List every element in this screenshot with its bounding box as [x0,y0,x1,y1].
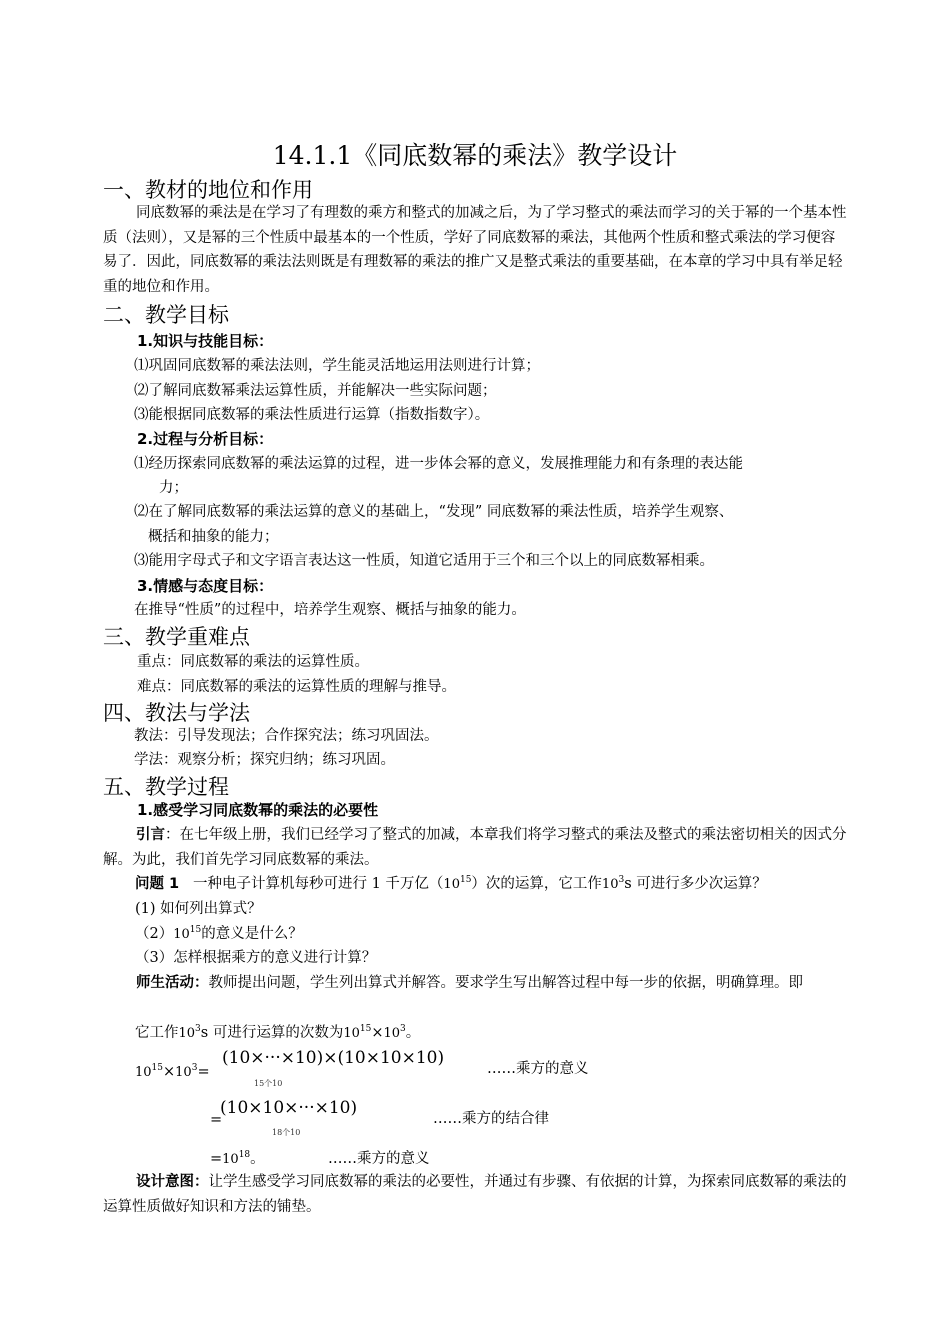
design-intent-label: 设计意图： [136,1174,209,1190]
exponent: 3 [191,1063,198,1073]
goal-1-item: ⑵了解同底数幂乘法运算性质，并能解决一些实际问题； [134,383,497,399]
design-intent-text: 让学生感受学习同底数幂的乘法的必要性，并通过有步骤、有依据的计算，为探索同底数幂的乘法的运算性质做好知识和方法的铺垫。 [103,1174,847,1215]
page-title: 14.1.1《同底数幂的乘法》教学设计 [272,141,678,170]
equation-line-3-note: ……乘方的意义 [328,1151,430,1167]
calc-text: s 可进行运算的次数为 [200,1025,344,1041]
calc-intro [135,1021,420,1046]
base-ten: 10 [443,877,460,892]
times-sign: × [163,1064,176,1080]
teaching-method: 教法：引导发现法；合作探究法；练习巩固法。 [134,728,439,744]
question-1-text: 一种电子计算机每秒可进行 1 千万亿（ [192,876,444,892]
goal-1-item: ⑴巩固同底数幂的乘法法则，学生能灵活地运用法则进行计算； [134,358,540,374]
key-point: 重点：同底数幂的乘法的运算性质。 [137,654,369,670]
base-ten: 10 [135,1065,152,1080]
intro-paragraph [103,823,849,872]
goal-3-text: 在推导“性质”的过程中，培养学生观察、概括与抽象的能力。 [134,602,526,618]
process-step-1-title: 1.感受学习同底数幂的乘法的必要性 [137,801,379,819]
intro-text: ：在七年级上册，我们已经学习了整式的加减，本章我们将学习整式的乘法及整式的乘法密切相关的因式分解。为此，我们首先学习同底数幂的乘法。 [103,827,847,868]
sub-question-2 [135,922,303,947]
design-intent-paragraph [103,1170,849,1219]
base-ten: 10 [601,877,619,892]
base-ten: 10 [383,1026,401,1041]
calc-text: 。 [405,1025,421,1041]
section-1-heading: 一、教材的地位和作用 [103,178,313,202]
goal-2-item-1: ⑴经历探索同底数幂的乘法运算的过程，进一步体会幂的意义，发展推理能力和有条理的表达能 [134,456,743,472]
activity-text: 教师提出问题，学生列出算式并解答。要求学生写出解答过程中每一步的依据，明确算理。即 [208,975,803,991]
goal-1-item: ⑶能根据同底数幂的乘法性质进行运算（指数指数字）。 [134,407,490,423]
section-3-heading: 三、教学重难点 [103,625,250,649]
sub-question-3: （3）怎样根据乘方的意义进行计算？ [135,950,377,966]
equation-line-1-brace-label: 15个10 [254,1079,283,1088]
sub-question-2-num: （2） [135,926,174,942]
equation-lhs: $10^{15}\times 10^3=$ [135,1063,210,1080]
equation-line-1-expr: (10×···×10)×(10×10×10) [222,1048,445,1068]
section-2-heading: 二、教学目标 [103,303,229,327]
sub-question-2-text: 的意义是什么？ [201,926,303,942]
goal-2-title: 2.过程与分析目标： [137,430,274,448]
equals-sign: = [210,1112,223,1128]
base-ten: 10 [222,1152,239,1167]
equation-line-1-note: ……乘方的意义 [487,1061,589,1077]
question-1 [135,872,767,897]
learning-method: 学法：观察分析；探究归纳；练习巩固。 [134,752,395,768]
exponent: 3 [618,875,625,885]
section-4-heading: 四、教法与学法 [103,701,250,725]
exponent: 3 [195,1024,201,1034]
question-1-text: s 可进行多少次运算？ [624,876,767,892]
goal-1-title: 1.知识与技能目标： [137,332,274,350]
goal-3-title: 3.情感与态度目标： [137,577,274,595]
exponent: 15 [189,925,202,935]
base-ten: 10 [343,1026,360,1041]
exponent: 15 [459,875,472,885]
calc-text: 它工作 [135,1025,179,1041]
goal-2-item-2: ⑵在了解同底数幂的乘法运算的意义的基础上，“发现” 同底数幂的乘法性质，培养学生观察、 [134,504,734,520]
goal-2-item-1-cont: 力； [159,480,188,496]
section-5-heading: 五、教学过程 [103,775,229,799]
times-sign: × [371,1025,384,1041]
goal-2-item-2-cont: 概括和抽象的能力； [148,529,279,545]
exponent: 3 [400,1024,406,1034]
question-1-label: 问题 1 [135,876,180,892]
sub-question-1: (1) 如何列出算式？ [135,901,262,917]
base-ten: 10 [178,1026,196,1041]
section-1-paragraph: 同底数幂的乘法是在学习了有理数的乘方和整式的加减之后，为了学习整式的乘法而学习的关于幂的一个基本性质（法则），又是幂的三个性质中最基本的一个性质，学好了同底数幂的乘法，其他两个性质和整式乘法的学习便容易了．因此，同底数幂的乘法法则既是有理数幂的乘法的推广又是整式乘法的重要基础，在本章的学习中具有举足轻重的地位和作用。 [103,205,847,296]
exponent: 15 [359,1024,372,1034]
difficulty-point: 难点：同底数幂的乘法的运算性质的理解与推导。 [137,679,456,695]
exponent: 18 [238,1150,251,1160]
activity-paragraph [103,971,849,996]
exponent: 15 [151,1063,163,1073]
equation-line-2-expr: (10×10×···×10) [220,1098,358,1118]
goal-2-item-3: ⑶能用字母式子和文字语言表达这一性质，知道它适用于三个和三个以上的同底数幂相乘。 [134,553,714,569]
equation-line-2-note: ……乘方的结合律 [433,1111,549,1127]
intro-label: 引言 [136,827,165,843]
equation-line-3: $=10^{18}$。 [210,1150,265,1167]
base-ten: 10 [175,1065,192,1080]
base-ten: 10 [173,927,190,942]
question-1-text: ）次的运算，它工作 [471,876,602,892]
period: 。 [250,1151,265,1167]
equation-line-2-brace-label: 18个10 [272,1128,301,1137]
activity-label: 师生活动： [136,975,209,991]
